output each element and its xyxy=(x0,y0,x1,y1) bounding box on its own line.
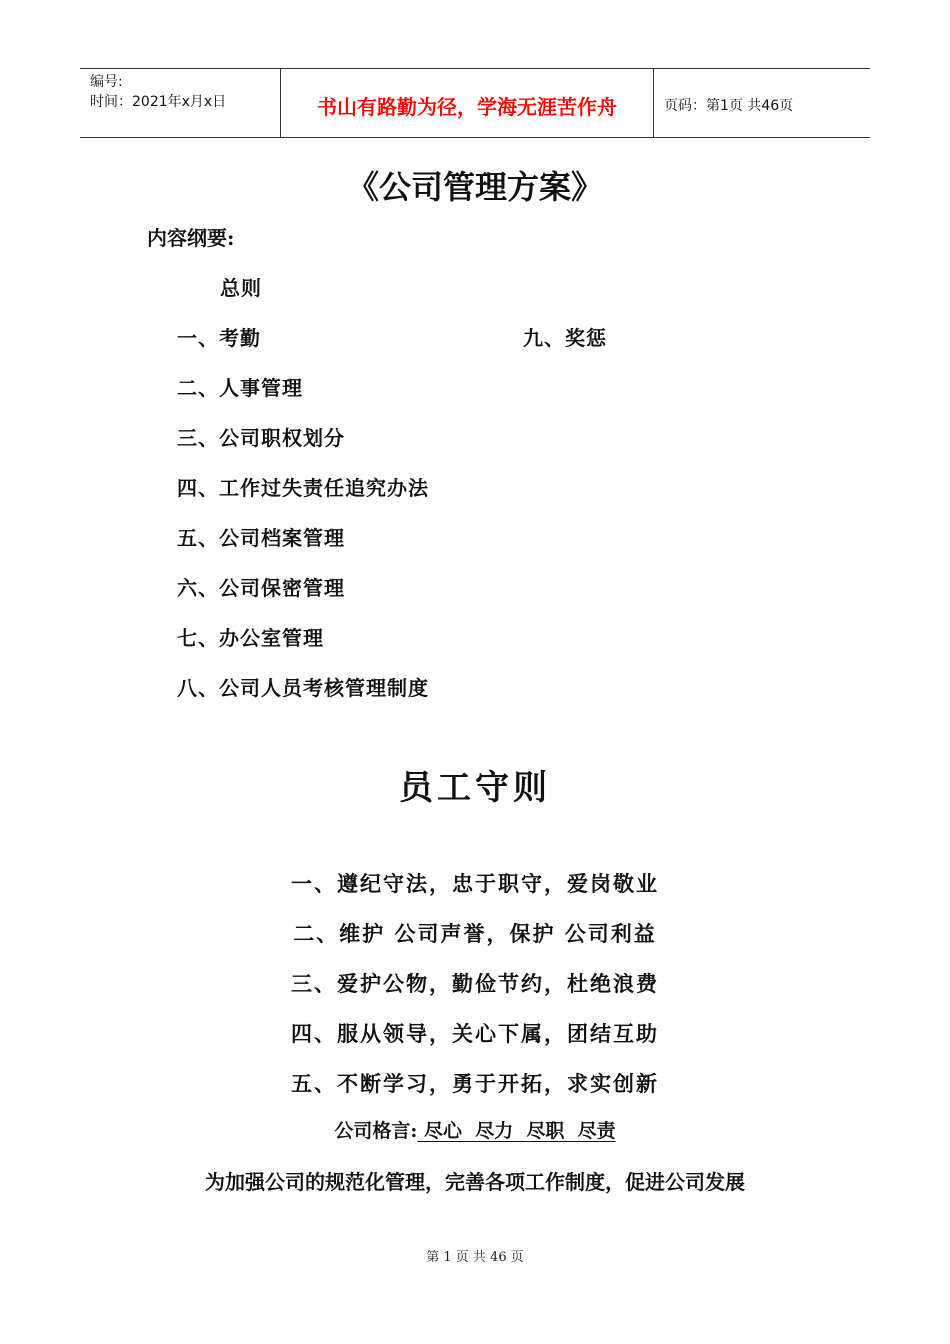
motto-label: 公司格言: xyxy=(334,1120,418,1142)
outline-item: 二、人事管理 xyxy=(177,376,303,400)
rule-item: 三、爱护公物，勤俭节约，杜绝浪费 xyxy=(291,971,659,996)
rule-item: 二、维护 公司声誉，保护 公司利益 xyxy=(293,921,657,946)
document-title: 《公司管理方案》 xyxy=(346,168,603,206)
outline-item-nine: 九、奖惩 xyxy=(523,326,607,350)
page-footer: 第 1 页 共 46 页 xyxy=(426,1250,524,1265)
header-page-info: 页码：第1页 共46页 xyxy=(664,98,794,114)
section-title: 员工守则 xyxy=(399,768,551,808)
company-motto xyxy=(0,1116,950,1143)
outline-item-general: 总则 xyxy=(220,276,262,300)
rule-item: 五、不断学习，勇于开拓，求实创新 xyxy=(291,1071,659,1096)
header-meta xyxy=(80,69,281,137)
outline-item: 八、公司人员考核管理制度 xyxy=(177,676,429,700)
motto-text: 尽心 尽力 尽职 尽责 xyxy=(417,1120,616,1142)
outline-item: 五、公司档案管理 xyxy=(177,526,345,550)
outline-item: 四、工作过失责任追究办法 xyxy=(177,476,429,500)
outline-item: 三、公司职权划分 xyxy=(177,426,345,450)
outline-item: 一、考勤 xyxy=(177,326,261,350)
header-number-label: 编号: xyxy=(90,74,123,90)
outline-item: 六、公司保密管理 xyxy=(177,576,345,600)
outline-label: 内容纲要: xyxy=(147,226,235,250)
header-slogan: 书山有路勤为径，学海无涯苦作舟 xyxy=(281,69,654,137)
closing-statement: 为加强公司的规范化管理，完善各项工作制度，促进公司发展 xyxy=(205,1170,745,1194)
page-header xyxy=(80,68,870,138)
header-time-label: 时间：2021年x月x日 xyxy=(90,94,227,110)
rule-item: 一、遵纪守法，忠于职守，爱岗敬业 xyxy=(291,871,659,896)
outline-item: 七、办公室管理 xyxy=(177,626,324,650)
rule-item: 四、服从领导，关心下属，团结互助 xyxy=(291,1021,659,1046)
